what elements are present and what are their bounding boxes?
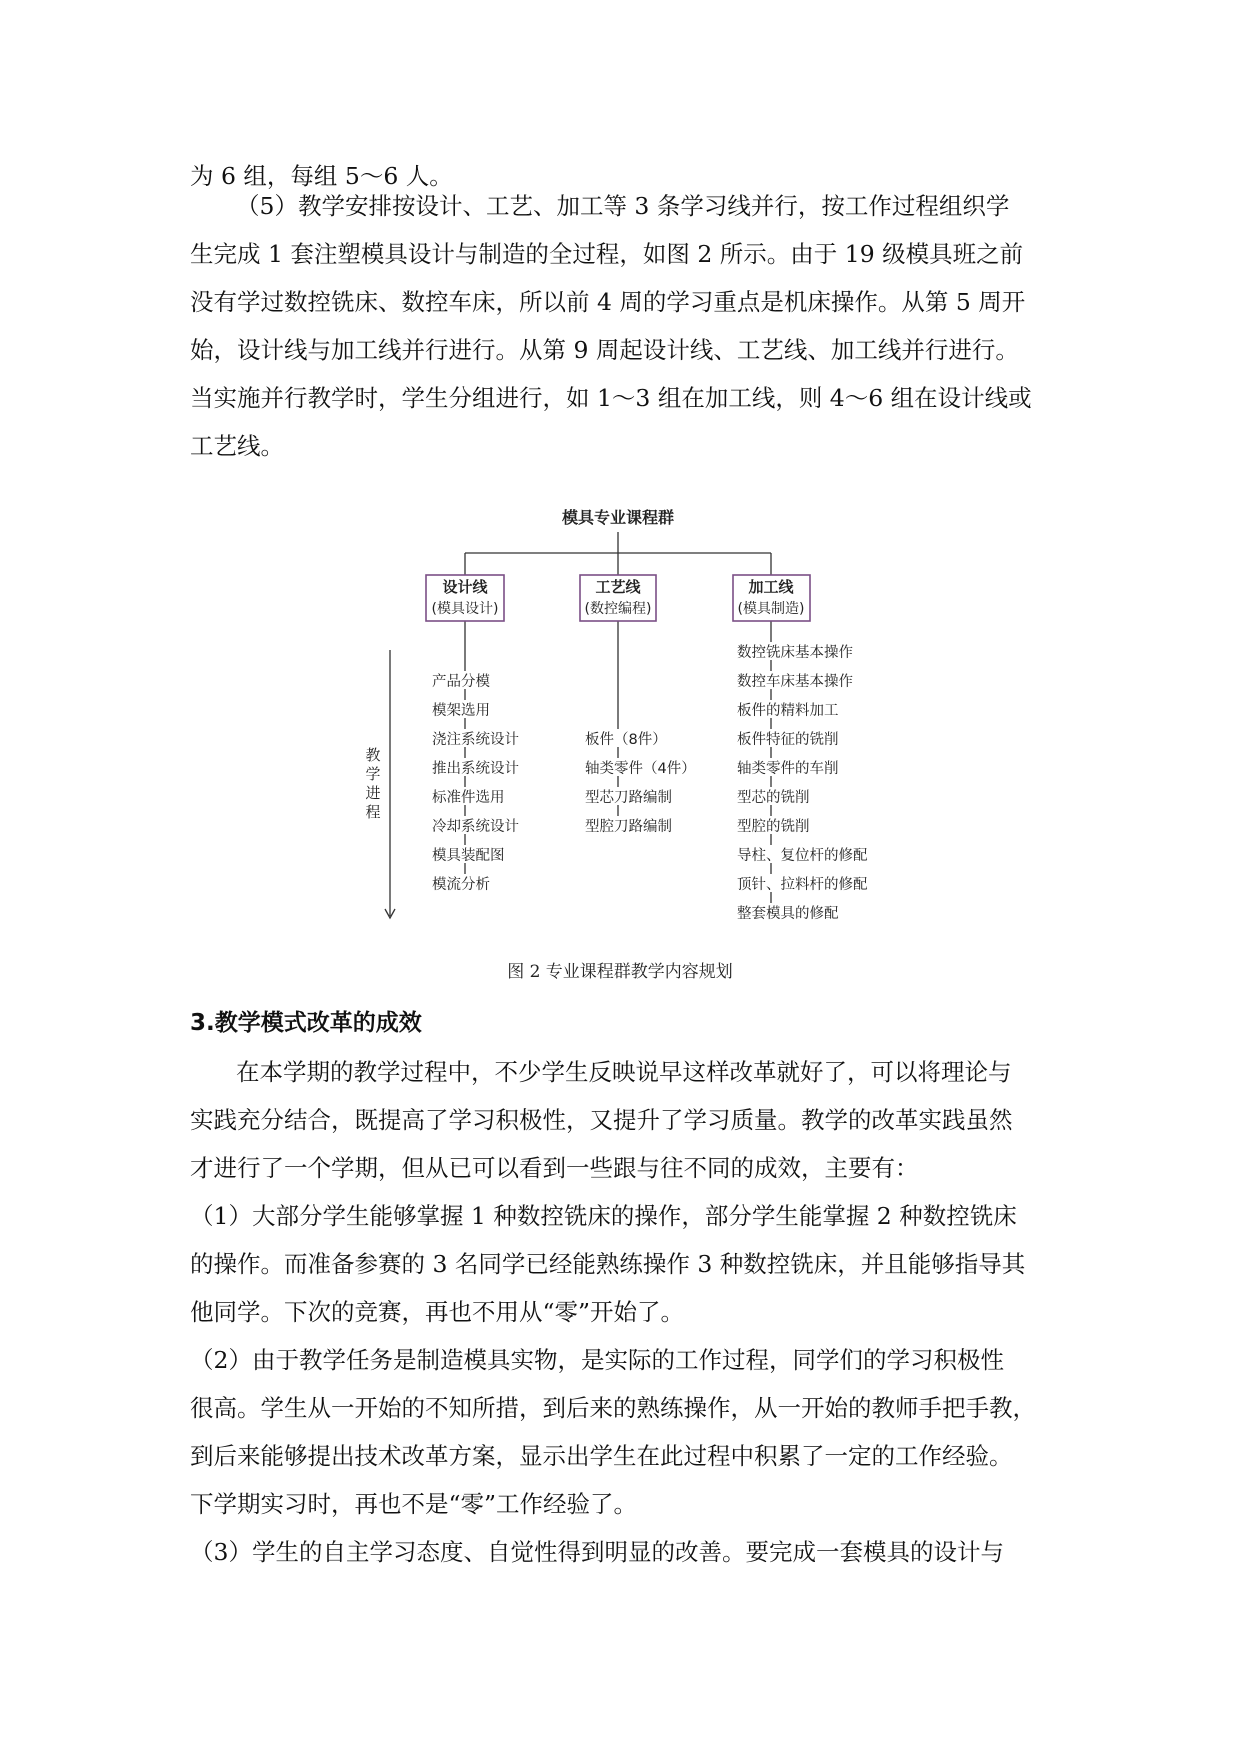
design-item: 产品分模 — [432, 674, 490, 690]
text-line: 工艺线。 — [190, 432, 284, 460]
machining-item: 轴类零件的车削 — [737, 761, 839, 777]
progress-label-char: 进 — [365, 784, 381, 802]
machining-items — [735, 642, 875, 922]
process-items — [583, 729, 696, 835]
text-line: 的操作。而准备参赛的 3 名同学已经能熟练操作 3 种数控铣床，并且能够指导其 — [190, 1250, 1026, 1278]
machining-line-subtitle: (模具制造) — [737, 601, 805, 617]
text-line: 才进行了一个学期，但从已可以看到一些跟与往不同的成效，主要有： — [190, 1154, 919, 1182]
text-line: 实践充分结合，既提高了学习积极性，又提升了学习质量。教学的改革实践虽然 — [190, 1106, 1013, 1134]
machining-item: 型腔的铣削 — [737, 819, 810, 835]
text-line: （3）学生的自主学习态度、自觉性得到明显的改善。要完成一套模具的设计与 — [190, 1538, 1004, 1566]
figure-caption: 图 2 专业课程群教学内容规划 — [507, 962, 733, 982]
design-item: 模具装配图 — [432, 848, 505, 864]
text-line: （2）由于教学任务是制造模具实物，是实际的工作过程，同学们的学习积极性 — [190, 1346, 1004, 1374]
machining-item: 导柱、复位杆的修配 — [737, 848, 868, 864]
design-item: 浇注系统设计 — [432, 732, 519, 748]
design-item: 模流分析 — [432, 877, 490, 893]
machining-item: 整套模具的修配 — [737, 906, 839, 922]
text-line: 始，设计线与加工线并行进行。从第 9 周起设计线、工艺线、加工线并行进行。 — [190, 336, 1019, 364]
progress-label-char: 学 — [365, 765, 381, 783]
process-line-title: 工艺线 — [595, 578, 641, 596]
process-item: 型腔刀路编制 — [585, 819, 672, 835]
process-item: 型芯刀路编制 — [585, 790, 672, 806]
paragraph-intro — [190, 1048, 1060, 1192]
machining-item: 板件特征的铣削 — [737, 732, 839, 748]
design-item: 推出系统设计 — [432, 761, 519, 777]
machining-item: 型芯的铣削 — [737, 790, 810, 806]
text-line: 很高。学生从一开始的不知所措，到后来的熟练操作，从一开始的教师手把手教， — [190, 1394, 1036, 1422]
process-item: 轴类零件（4件） — [585, 761, 696, 777]
text-line: 生完成 1 套注塑模具设计与制造的全过程，如图 2 所示。由于 19 级模具班之前 — [190, 240, 1024, 268]
machining-item: 顶针、拉料杆的修配 — [737, 877, 868, 893]
machining-line-title: 加工线 — [748, 578, 794, 596]
text-line: 在本学期的教学过程中，不少学生反映说早这样改革就好了，可以将理论与 — [236, 1058, 1012, 1086]
section-heading: 3.教学模式改革的成效 — [190, 1010, 422, 1036]
text-line: 没有学过数控铣床、数控车床，所以前 4 周的学习重点是机床操作。从第 5 周开 — [190, 288, 1026, 316]
design-item: 冷却系统设计 — [432, 819, 519, 835]
progress-label-char: 教 — [365, 746, 381, 764]
process-item: 板件（8件） — [585, 732, 667, 748]
paragraph-item-2 — [190, 1336, 1060, 1528]
text-line: 到后来能够提出技术改革方案，显示出学生在此过程中积累了一定的工作经验。 — [190, 1442, 1013, 1470]
machining-item: 板件的精料加工 — [737, 703, 839, 719]
machining-item: 数控车床基本操作 — [737, 674, 853, 690]
text-line: 他同学。下次的竞赛，再也不用从“零”开始了。 — [190, 1298, 685, 1326]
process-line-subtitle: (数控编程) — [584, 601, 652, 617]
design-item: 模架选用 — [432, 703, 490, 719]
text-line: （5）教学安排按设计、工艺、加工等 3 条学习线并行，按工作过程组织学 — [236, 192, 1010, 220]
text-line: 下学期实习时，再也不是“零”工作经验了。 — [190, 1490, 638, 1518]
paragraph-item-3 — [190, 1528, 1060, 1576]
progress-label-char: 程 — [365, 803, 381, 821]
text-line: （1）大部分学生能够掌握 1 种数控铣床的操作，部分学生能掌握 2 种数控铣床 — [190, 1202, 1017, 1230]
design-item: 标准件选用 — [432, 790, 505, 806]
teaching-progress-arrow — [385, 650, 395, 918]
machining-item: 数控铣床基本操作 — [737, 645, 853, 661]
text-line: 为 6 组，每组 5～6 人。 — [190, 162, 453, 190]
text-line: 当实施并行教学时，学生分组进行，如 1～3 组在加工线，则 4～6 组在设计线或 — [190, 384, 1032, 412]
design-line-title: 设计线 — [442, 578, 488, 596]
paragraph-item-1 — [190, 1192, 1060, 1336]
diagram-root-title: 模具专业课程群 — [561, 508, 675, 527]
design-items — [430, 671, 526, 893]
design-line-subtitle: (模具设计) — [431, 601, 499, 617]
